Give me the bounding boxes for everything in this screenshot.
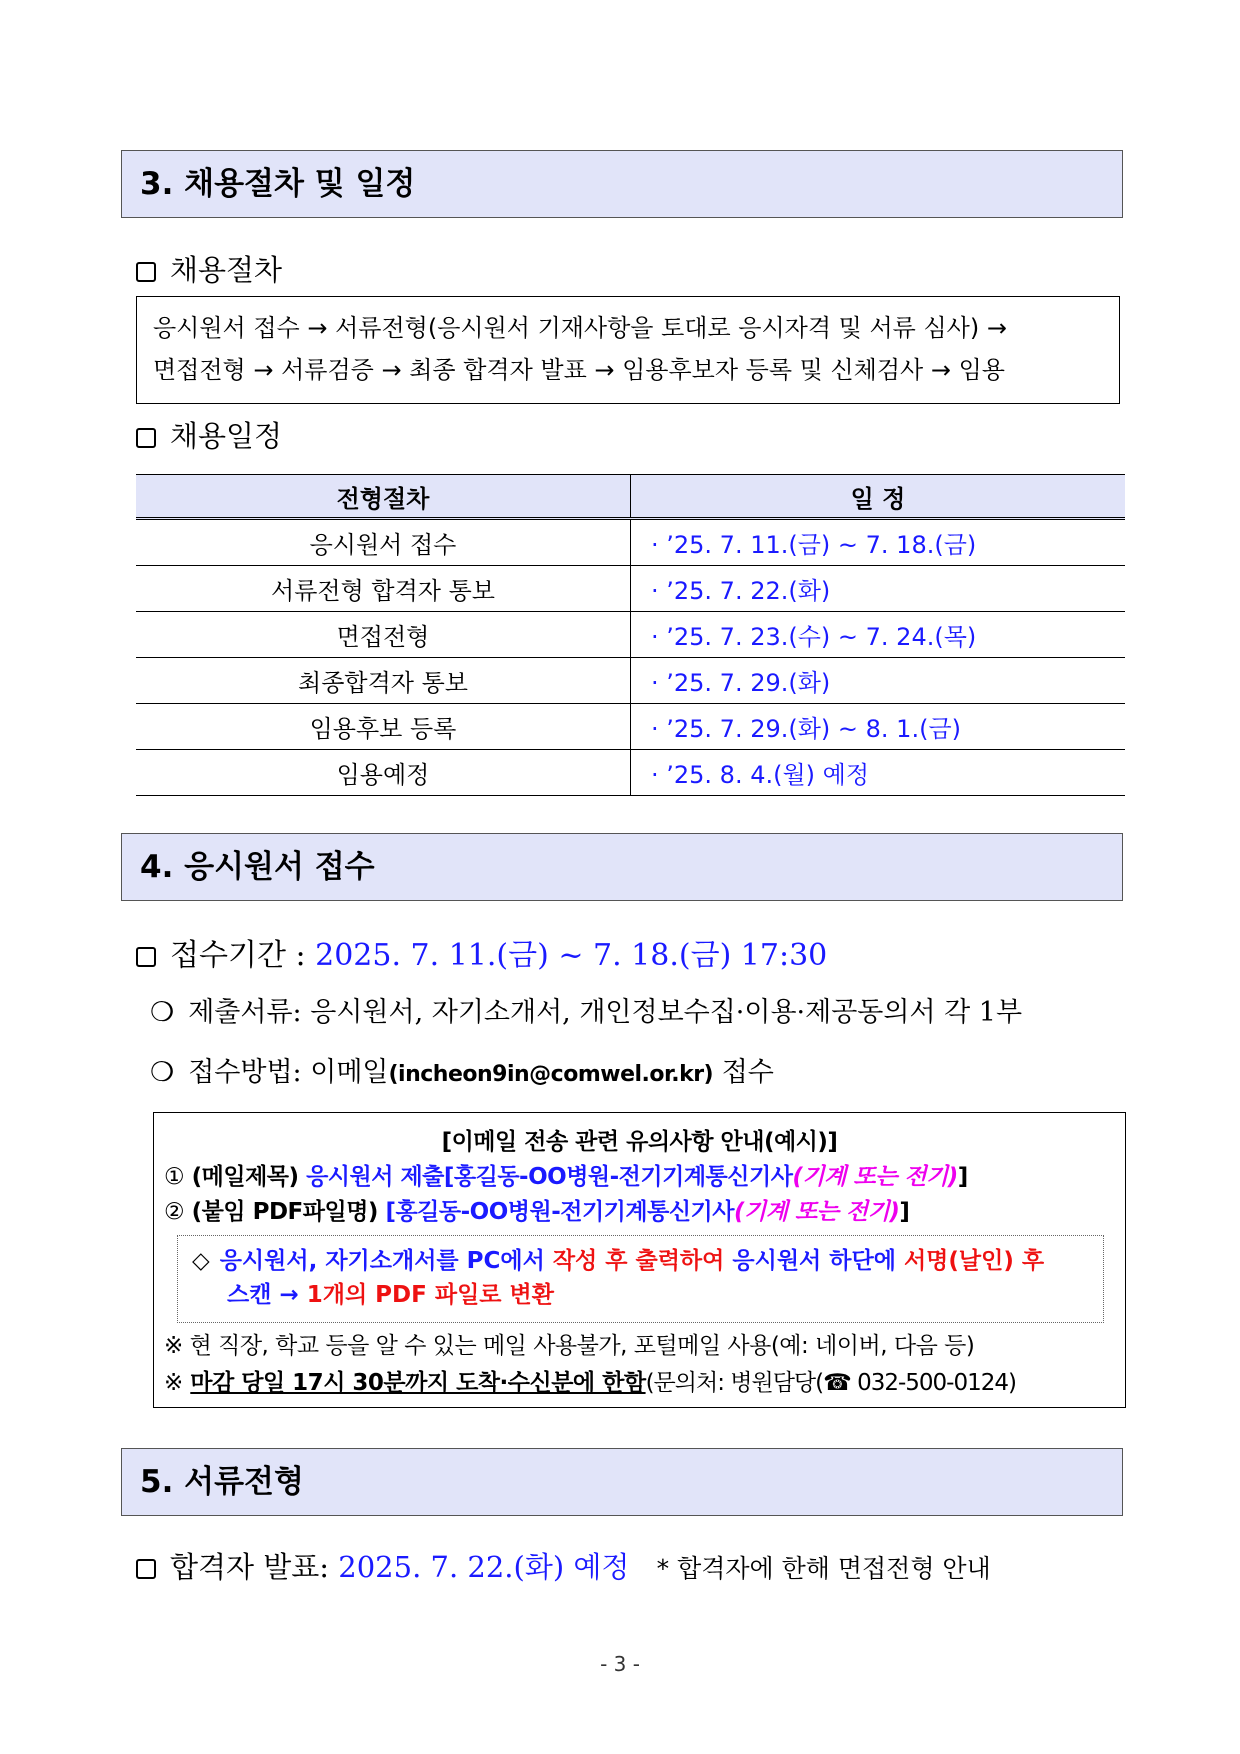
screening-announcement: 합격자 발표: 2025. 7. 22.(화) 예정 * 합격자에 한해 면접전형 안내 <box>136 1545 991 1586</box>
stage-cell: 서류전형 합격자 통보 <box>136 566 631 612</box>
period-value: 2025. 7. 11.(금) ~ 7. 18.(금) 17:30 <box>315 938 828 973</box>
checkbox-square-icon <box>136 947 156 967</box>
notice-item-2: ② (붙임 PDF파일명) [홍길동-OO병원-전기기계통신기사(기계 또는 전기)] <box>164 1199 910 1225</box>
col-stage-header: 전형절차 <box>136 475 631 519</box>
stage-cell: 임용후보 등록 <box>136 704 631 750</box>
submission-docs: ❍ 제출서류: 응시원서, 자기소개서, 개인정보수집·이용·제공동의서 각 1부 <box>150 997 1023 1028</box>
circle-bullet-icon: ❍ <box>150 997 175 1028</box>
schedule-heading: 채용일정 <box>136 414 282 455</box>
notice-note-1: ※ 현 직장, 학교 등을 알 수 있는 메일 사용불가, 포털메일 사용(예: 네이버, 다음 등) <box>164 1333 975 1359</box>
date-cell: · ’25. 7. 22.(화) <box>631 566 1126 612</box>
procedure-box <box>136 296 1120 404</box>
notice-item-1: ① (메일제목) 응시원서 제출[홍길동-OO병원-전기기계통신기사(기계 또는 전기)] <box>164 1164 968 1190</box>
section-header-4: 4. 응시원서 접수 <box>121 833 1123 901</box>
table-row <box>136 519 1125 566</box>
circle-bullet-icon: ❍ <box>150 1057 175 1088</box>
procedure-heading: 채용절차 <box>136 248 282 289</box>
col-date-header: 일 정 <box>631 475 1126 519</box>
stage-cell: 최종합격자 통보 <box>136 658 631 704</box>
section-header-3: 3. 채용절차 및 일정 <box>121 150 1123 218</box>
table-header-row <box>136 475 1125 519</box>
date-cell: · ’25. 8. 4.(월) 예정 <box>631 750 1126 796</box>
table-row <box>136 566 1125 612</box>
page-number: - 3 - <box>600 1652 640 1676</box>
stage-cell: 면접전형 <box>136 612 631 658</box>
table-row <box>136 704 1125 750</box>
stage-cell: 응시원서 접수 <box>136 519 631 566</box>
date-cell: · ’25. 7. 23.(수) ~ 7. 24.(목) <box>631 612 1126 658</box>
date-cell: · ’25. 7. 11.(금) ~ 7. 18.(금) <box>631 519 1126 566</box>
date-cell: · ’25. 7. 29.(화) <box>631 658 1126 704</box>
contact-email: (incheon9in@comwel.or.kr) <box>388 1062 714 1087</box>
checkbox-square-icon <box>136 428 156 448</box>
checkbox-square-icon <box>136 1559 156 1579</box>
notice-note-2: ※ 마감 당일 17시 30분까지 도착·수신분에 한함(문의처: 병원담당(☎ 032-500-0124) <box>164 1370 1016 1396</box>
diamond-bullet-icon: ◇ <box>192 1248 210 1274</box>
section-header-5: 5. 서류전형 <box>121 1448 1123 1516</box>
email-notice-box <box>153 1112 1126 1408</box>
application-period: 접수기간 : 2025. 7. 11.(금) ~ 7. 18.(금) 17:30 <box>136 930 827 974</box>
checkbox-square-icon <box>136 262 156 282</box>
procedure-line-2: 면접전형 → 서류검증 → 최종 합격자 발표 → 임용후보자 등록 및 신체검사 → 임용 <box>153 356 1005 384</box>
screening-note: * 합격자에 한해 면접전형 안내 <box>656 1554 991 1583</box>
schedule-table <box>136 474 1125 796</box>
table-row <box>136 658 1125 704</box>
notice-title: [이메일 전송 관련 유의사항 안내(예시)] <box>441 1129 838 1155</box>
date-cell: · ’25. 7. 29.(화) ~ 8. 1.(금) <box>631 704 1126 750</box>
submission-method: ❍ 접수방법: 이메일(incheon9in@comwel.or.kr) 접수 <box>150 1057 774 1088</box>
table-row <box>136 750 1125 796</box>
screening-date: 2025. 7. 22.(화) 예정 <box>338 1550 630 1584</box>
pdf-instruction-box: ◇ 응시원서, 자기소개서를 PC에서 작성 후 출력하여 응시원서 하단에 서명(날인) 후 스캔 → 1개의 PDF 파일로 변환 <box>177 1235 1104 1323</box>
procedure-line-1: 응시원서 접수 → 서류전형(응시원서 기재사항을 토대로 응시자격 및 서류 심사) → <box>153 314 1007 342</box>
stage-cell: 임용예정 <box>136 750 631 796</box>
table-row <box>136 612 1125 658</box>
